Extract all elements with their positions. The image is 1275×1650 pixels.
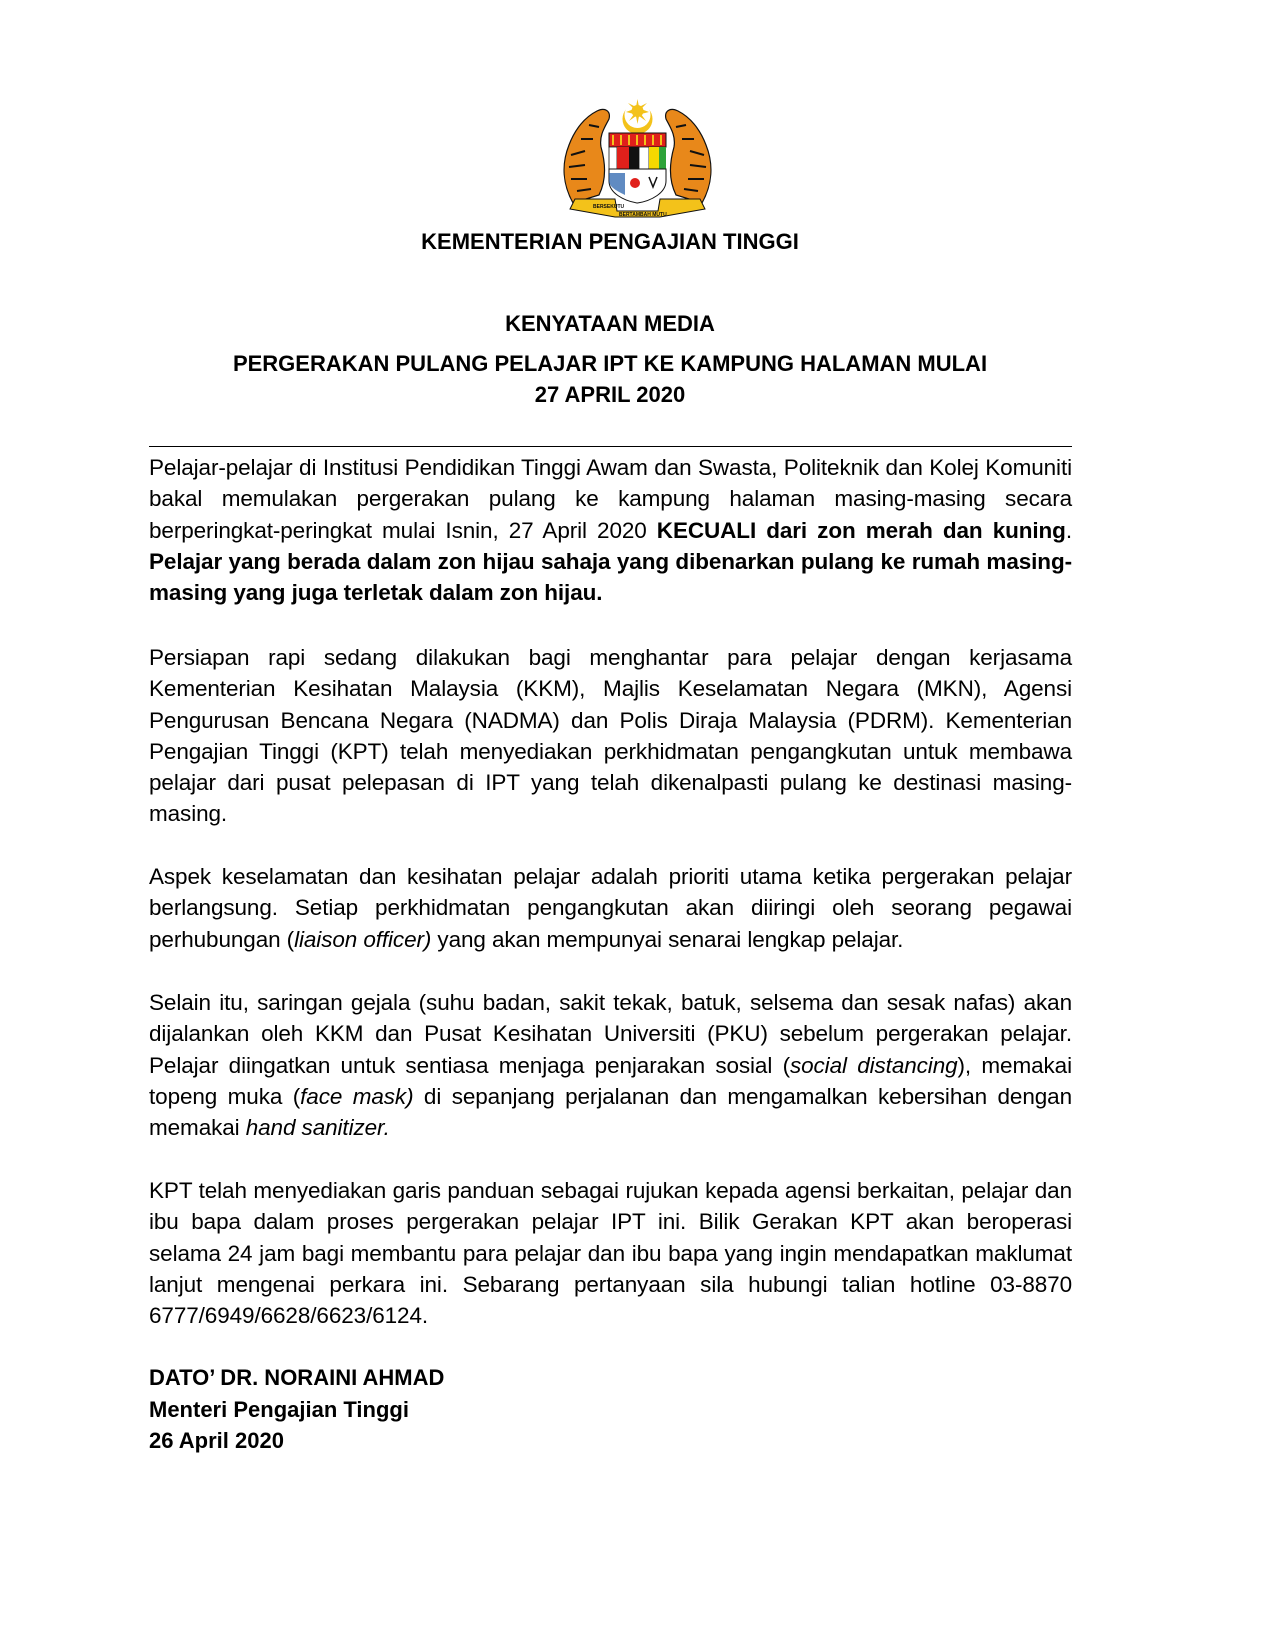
document-type-heading: KENYATAAN MEDIA (505, 311, 715, 336)
paragraph-3-text-end: yang akan mempunyai senarai lengkap pelajar. (431, 926, 904, 952)
paragraph-1-emphasis-exception: KECUALI dari zon merah dan kuning (656, 517, 1066, 543)
motto-text-right: BERTAMBAH MUTU (619, 212, 667, 218)
coat-of-arms-logo (555, 95, 720, 220)
signatory-name: DATO’ DR. NORAINI AHMAD (149, 1365, 445, 1390)
signature-date: 26 April 2020 (149, 1428, 284, 1453)
paragraph-5: KPT telah menyediakan garis panduan sebagai rujukan kepada agensi berkaitan, pelajar dan ibu bapa dalam proses pergerakan pelajar IPT ini. Bilik Gerakan KPT akan beroperasi selama 24 jam bagi membantu para pelajar dan ibu bapa yang ingin mendapatkan maklumat lanjut mengenai perkara ini. Sebarang pertanyaan sila hubungi talian hotline 03-8870 6777/6949/6628/6623/6124. (149, 1178, 1072, 1329)
paragraph-4-italic-social-distancing: social distancing (789, 1052, 958, 1078)
paragraph-1-punct: . (1065, 517, 1072, 543)
paragraph-3-italic: liaison officer) (294, 926, 432, 952)
paragraph-1-text: Pelajar-pelajar di Institusi Pendidikan Tinggi Awam dan Swasta, Politeknik dan Kolej Komuniti bakal memulakan pergerakan pulang ke kampung halaman masing-masing secara berperingkat-peringkat mulai Isnin, 27 April 2020 (149, 455, 1072, 543)
paragraph-4-text: Selain itu, saringan gejala (suhu badan, sakit tekak, batuk, selsema dan sesak nafas) akan dijalankan oleh KKM dan Pusat Kesihatan Universiti (PKU) sebelum pergerakan pelajar. Pelajar diingatkan untuk sentiasa menjaga penjarakan sosial ( (149, 990, 1072, 1078)
paragraph-4-italic-hand-sanitizer: hand sanitizer. (245, 1115, 390, 1141)
title-divider (149, 446, 1072, 447)
paragraph-4-text-3: di sepanjang perjalanan dan mengamalkan kebersihan dengan memakai (149, 1083, 1073, 1141)
ministry-heading: KEMENTERIAN PENGAJIAN TINGGI (421, 229, 799, 254)
paragraph-3 (149, 861, 1072, 955)
paragraph-3-text: Aspek keselamatan dan kesihatan pelajar adalah prioriti utama ketika pergerakan pelajar berlangsung. Setiap perkhidmatan pengangkutan akan diiringi oleh seorang pegawai perhubungan ( (149, 864, 1072, 952)
document-title-date: 27 APRIL 2020 (534, 382, 686, 407)
paragraph-1-emphasis-green-zone: Pelajar yang berada dalam zon hijau sahaja yang dibenarkan pulang ke rumah masing-masing yang juga terletak dalam zon hijau. (149, 548, 1072, 606)
paragraph-4-text-2: ), memakai topeng muka ( (149, 1052, 1072, 1109)
shield (609, 133, 666, 203)
paragraph-4 (149, 987, 1072, 1143)
paragraph-2: Persiapan rapi sedang dilakukan bagi menghantar para pelajar dengan kerjasama Kementerian Kesihatan Malaysia (KKM), Majlis Keselamatan Negara (MKN), Agensi Pengurusan Bencana Negara (NADMA) dan Polis Diraja Malaysia (PDRM). Kementerian Pengajian Tinggi (KPT) telah menyediakan perkhidmatan pengangkutan untuk membawa pelajar dari pusat pelepasan di IPT yang telah dikenalpasti pulang ke destinasi masing-masing. (149, 645, 1072, 827)
paragraph-1 (149, 452, 1072, 608)
paragraph-4-italic-face-mask: face mask) (300, 1083, 414, 1109)
signatory-position: Menteri Pengajian Tinggi (149, 1397, 409, 1422)
motto-text-left: BERSEKUTU (593, 204, 625, 210)
document-title: PERGERAKAN PULANG PELAJAR IPT KE KAMPUNG HALAMAN MULAI (232, 351, 988, 376)
